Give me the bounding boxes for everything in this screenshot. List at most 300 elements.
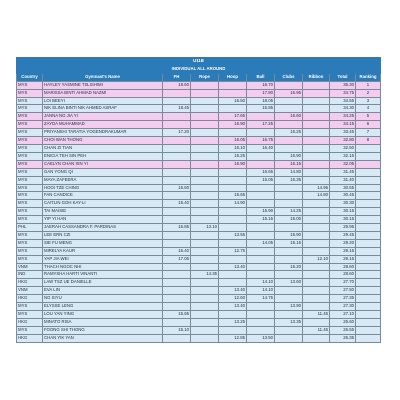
rope-score-cell [191,287,219,295]
fh-score-cell [163,121,191,129]
fh-score-cell [163,295,191,303]
total-score-cell: 30.15 [330,216,356,224]
ball-score-cell [247,160,275,168]
total-score-cell: 31.40 [330,176,356,184]
table-row[interactable] [17,200,381,208]
country-cell: HKG [17,318,43,326]
ranking-cell [356,224,381,232]
rope-score-cell [191,247,219,255]
table-row[interactable] [17,208,381,216]
ranking-cell [356,271,381,279]
clubs-score-cell [275,247,303,255]
results-sheet [16,57,380,343]
gymnast-name-cell: THACH NGOC NHI [43,263,163,271]
gymnast-name-cell: JAERAH CASSANDRA F. PARDINAS [43,224,163,232]
fh-score-cell: 18.45 [163,105,191,113]
ribbon-score-cell [303,89,330,97]
country-cell: MYS [17,208,43,216]
ribbon-score-cell: 12.10 [303,255,330,263]
rope-score-cell [191,105,219,113]
ball-score-cell [247,303,275,311]
clubs-score-cell: 16.60 [275,113,303,121]
ranking-cell [356,295,381,303]
gymnast-name-cell: LOU YAN YING [43,311,163,319]
fh-score-cell: 15.10 [163,326,191,334]
rope-score-cell [191,303,219,311]
total-score-cell: 29.20 [330,239,356,247]
fh-score-cell: 16.85 [163,224,191,232]
gymnast-name-cell: ENICIA TEH SIN PEH [43,152,163,160]
table-row[interactable] [17,334,381,342]
hoop-score-cell: 12.75 [219,247,247,255]
table-row[interactable] [17,105,381,113]
total-score-cell: 34.15 [330,121,356,129]
rope-score-cell [191,152,219,160]
ribbon-score-cell [303,81,330,89]
clubs-score-cell [275,311,303,319]
rope-score-cell [191,121,219,129]
country-cell: MYS [17,144,43,152]
ranking-cell: 6 [356,121,381,129]
gymnast-name-cell: SIE FU MENG [43,239,163,247]
hoop-score-cell [219,326,247,334]
total-score-cell: 34.75 [330,89,356,97]
country-cell: IND [17,271,43,279]
fh-score-cell: 17.05 [163,255,191,263]
ball-score-cell [247,200,275,208]
ribbon-score-cell [303,231,330,239]
hoop-score-cell: 13.40 [219,287,247,295]
ribbon-score-cell: 14.80 [303,192,330,200]
ball-score-cell [247,129,275,137]
table-row[interactable] [17,176,381,184]
ranking-cell [356,160,381,168]
gymnast-name-cell: GAN YONG QI [43,168,163,176]
rope-score-cell: 13.10 [191,224,219,232]
rope-score-cell [191,334,219,342]
fh-score-cell [163,239,191,247]
table-row[interactable] [17,311,381,319]
table-row[interactable] [17,160,381,168]
fh-score-cell: 15.40 [163,200,191,208]
clubs-score-cell [275,255,303,263]
gymnast-name-cell: RAMYSHA HARTI VINANTI [43,271,163,279]
ranking-cell [356,247,381,255]
clubs-score-cell: 15.15 [275,239,303,247]
gymnast-name-cell: MIRELYA KAUR [43,247,163,255]
table-row[interactable] [17,81,381,89]
total-score-cell: 32.50 [330,144,356,152]
total-score-cell: 30.45 [330,192,356,200]
table-row[interactable] [17,247,381,255]
gymnast-name-cell: YIP YI HAN [43,216,163,224]
rope-score-cell [191,129,219,137]
table-row[interactable] [17,231,381,239]
country-cell: MYS [17,247,43,255]
rope-score-cell [191,263,219,271]
hoop-score-cell [219,271,247,279]
ranking-cell [356,279,381,287]
fh-score-cell [163,271,191,279]
ribbon-score-cell [303,224,330,232]
ranking-cell [356,152,381,160]
ranking-cell [356,239,381,247]
ribbon-score-cell [303,279,330,287]
clubs-score-cell [275,97,303,105]
ball-score-cell: 16.65 [247,168,275,176]
table-row[interactable] [17,113,381,121]
country-cell: MYS [17,129,43,137]
fh-score-cell [163,208,191,216]
table-row[interactable] [17,168,381,176]
total-score-cell: 27.30 [330,303,356,311]
hoop-score-cell: 16.50 [219,97,247,105]
gymnast-name-cell: HOOI TZE CHING [43,184,163,192]
country-cell: HKG [17,334,43,342]
ranking-cell: 3 [356,97,381,105]
gymnast-name-cell: ELYSSE LENG [43,303,163,311]
clubs-score-cell [275,224,303,232]
ribbon-score-cell: 11.45 [303,311,330,319]
fh-score-cell [163,334,191,342]
hoop-score-cell: 12.60 [219,295,247,303]
ranking-cell [356,216,381,224]
column-header-rope[interactable]: Rope [191,73,219,81]
country-cell: HKG [17,279,43,287]
fh-score-cell: 15.60 [163,184,191,192]
total-score-cell: 28.60 [330,271,356,279]
ball-score-cell: 14.10 [247,279,275,287]
table-row[interactable] [17,326,381,334]
ribbon-score-cell [303,137,330,145]
ranking-cell: 7 [356,129,381,137]
rope-score-cell [191,231,219,239]
clubs-score-cell: 14.80 [275,168,303,176]
title-banner-row [17,58,381,66]
clubs-score-cell [275,121,303,129]
ball-score-cell: 15.05 [247,176,275,184]
clubs-score-cell: 13.35 [275,318,303,326]
ribbon-score-cell [303,247,330,255]
column-header-ribbon[interactable]: Ribbon [303,73,330,81]
fh-score-cell [163,216,191,224]
ball-score-cell [247,224,275,232]
country-cell: MYS [17,137,43,145]
table-row[interactable] [17,318,381,326]
country-cell: MYS [17,176,43,184]
ball-score-cell: 16.40 [247,144,275,152]
total-score-cell: 32.80 [330,137,356,145]
fh-score-cell [163,287,191,295]
country-cell: MYS [17,239,43,247]
ball-score-cell: 14.05 [247,239,275,247]
column-header-country[interactable]: Country [17,73,43,81]
ball-score-cell: 17.25 [247,121,275,129]
hoop-score-cell: 13.55 [219,231,247,239]
gymnast-name-cell: HAYLEY YASMINE TSLISHIMI [43,81,163,89]
ball-score-cell [247,311,275,319]
hoop-score-cell [219,105,247,113]
table-row[interactable] [17,303,381,311]
clubs-score-cell [275,105,303,113]
clubs-score-cell [275,137,303,145]
clubs-score-cell [275,271,303,279]
table-row[interactable] [17,121,381,129]
ribbon-score-cell [303,129,330,137]
gymnast-name-cell: LAW TSZ UE DANIELLE [43,279,163,287]
hoop-score-cell [219,129,247,137]
ball-score-cell [247,247,275,255]
hoop-score-cell: 16.05 [219,137,247,145]
fh-score-cell [163,168,191,176]
clubs-score-cell [275,81,303,89]
total-score-cell: 34.30 [330,105,356,113]
ribbon-score-cell: 11.45 [303,326,330,334]
hoop-score-cell [219,279,247,287]
rope-score-cell [191,168,219,176]
ranking-cell: 1 [356,81,381,89]
ball-score-cell [247,271,275,279]
rope-score-cell [191,318,219,326]
gymnast-name-cell: NG SIYU [43,295,163,303]
column-header-ranking[interactable]: Ranking [356,73,381,81]
ball-score-cell: 13.50 [247,334,275,342]
table-row[interactable] [17,129,381,137]
rope-score-cell [191,255,219,263]
hoop-score-cell [219,89,247,97]
table-row[interactable] [17,271,381,279]
hoop-score-cell: 16.90 [219,160,247,168]
ribbon-score-cell: 14.95 [303,184,330,192]
total-score-cell: 34.55 [330,97,356,105]
table-row[interactable] [17,144,381,152]
ball-score-cell [247,318,275,326]
table-row[interactable] [17,239,381,247]
country-cell: MYS [17,303,43,311]
fh-score-cell [163,113,191,121]
table-row[interactable] [17,287,381,295]
clubs-score-cell: 15.20 [275,263,303,271]
fh-score-cell [163,263,191,271]
ranking-cell [356,326,381,334]
column-header-hoop[interactable]: Hoop [219,73,247,81]
total-score-cell: 29.15 [330,255,356,263]
table-row[interactable] [17,89,381,97]
hoop-score-cell [219,216,247,224]
ball-score-cell: 15.15 [247,216,275,224]
table-row[interactable] [17,184,381,192]
country-cell: MYS [17,97,43,105]
ranking-cell [356,176,381,184]
sheet-subtitle: INDIVIDUAL ALL AROUND [17,65,381,73]
rope-score-cell [191,89,219,97]
clubs-score-cell: 13.90 [275,303,303,311]
ribbon-score-cell [303,287,330,295]
clubs-score-cell [275,192,303,200]
clubs-score-cell: 15.00 [275,216,303,224]
column-header-ball[interactable]: Ball [247,73,275,81]
country-cell: MYS [17,121,43,129]
fh-score-cell [163,152,191,160]
clubs-score-cell: 16.25 [275,129,303,137]
hoop-score-cell [219,176,247,184]
hoop-score-cell: 14.90 [219,200,247,208]
gymnast-name-cell: PRIYANSHI TARATIA YOGENDRAKUMAR [43,129,163,137]
hoop-score-cell: 15.25 [219,152,247,160]
column-header-fh[interactable]: FH [163,73,191,81]
fh-score-cell [163,160,191,168]
ball-score-cell [247,192,275,200]
hoop-score-cell [219,168,247,176]
total-score-cell: 32.05 [330,160,356,168]
country-cell: MYS [17,105,43,113]
country-cell: MYS [17,200,43,208]
ribbon-score-cell [303,303,330,311]
ranking-cell [356,318,381,326]
ribbon-score-cell [303,152,330,160]
rope-score-cell [191,279,219,287]
total-score-cell: 30.30 [330,200,356,208]
table-row[interactable] [17,137,381,145]
results-table-body [17,81,381,342]
ball-score-cell [247,152,275,160]
gymnast-name-cell: NIK ELINA BINTI NIK AHMED ASRAF [43,105,163,113]
table-row[interactable] [17,295,381,303]
hoop-score-cell [219,311,247,319]
gymnast-name-cell: CHOI WAN THONG [43,137,163,145]
ranking-cell: 2 [356,89,381,97]
total-score-cell: 34.25 [330,113,356,121]
clubs-score-cell [275,287,303,295]
hoop-score-cell [219,184,247,192]
ball-score-cell: 15.90 [247,208,275,216]
total-score-cell: 26.60 [330,318,356,326]
ball-score-cell [247,263,275,271]
rope-score-cell [191,144,219,152]
hoop-score-cell: 13.40 [219,303,247,311]
ribbon-score-cell [303,176,330,184]
country-cell: MYS [17,89,43,97]
fh-score-cell [163,89,191,97]
country-cell: MYS [17,160,43,168]
gymnast-name-cell: ZAYDA MUHAMMAD [43,121,163,129]
total-score-cell: 33.45 [330,129,356,137]
ball-score-cell: 16.70 [247,81,275,89]
ranking-cell [356,208,381,216]
ribbon-score-cell [303,144,330,152]
country-cell: HKG [17,295,43,303]
rope-score-cell [191,160,219,168]
ribbon-score-cell [303,295,330,303]
hoop-score-cell [219,255,247,263]
total-score-cell: 29.95 [330,224,356,232]
country-cell: MYS [17,216,43,224]
column-header-total[interactable]: Total [330,73,356,81]
column-header-clubs[interactable]: Clubs [275,73,303,81]
clubs-score-cell [275,326,303,334]
gymnast-name-cell: FOONG SHI THONG [43,326,163,334]
clubs-score-cell: 15.15 [275,160,303,168]
table-row[interactable] [17,224,381,232]
gymnast-name-cell: MINATO RISA [43,318,163,326]
fh-score-cell [163,192,191,200]
sheet-title: U11B [17,58,381,66]
clubs-score-cell [275,184,303,192]
total-score-cell: 30.55 [330,184,356,192]
ranking-cell [356,287,381,295]
hoop-score-cell: 16.10 [219,144,247,152]
ball-score-cell: 15.85 [247,105,275,113]
country-cell: MYS [17,168,43,176]
ball-score-cell [247,255,275,263]
ranking-cell [356,334,381,342]
table-row[interactable] [17,263,381,271]
table-row[interactable] [17,255,381,263]
gymnast-name-cell: MAYA ZAFEERA [43,176,163,184]
gymnast-name-cell: MARISSA BINTI AHMAD NAZMI [43,89,163,97]
ball-score-cell [247,326,275,334]
hoop-score-cell [219,224,247,232]
ball-score-cell [247,231,275,239]
rope-score-cell [191,97,219,105]
ball-score-cell: 17.80 [247,89,275,97]
rope-score-cell [191,184,219,192]
table-row[interactable] [17,192,381,200]
rope-score-cell [191,208,219,216]
ball-score-cell [247,184,275,192]
total-score-cell: 32.15 [330,152,356,160]
ribbon-score-cell [303,97,330,105]
country-cell: MYS [17,81,43,89]
column-header-row [17,73,381,81]
rope-score-cell: 14.35 [191,271,219,279]
ribbon-score-cell [303,105,330,113]
table-row[interactable] [17,152,381,160]
total-score-cell: 27.10 [330,311,356,319]
fh-score-cell: 16.40 [163,247,191,255]
country-cell: VNM [17,287,43,295]
rope-score-cell [191,137,219,145]
ranking-cell [356,192,381,200]
gymnast-name-cell: JANNA NG JIA YI [43,113,163,121]
gymnast-name-cell: CHAN ZI TIAN [43,144,163,152]
ranking-cell [356,303,381,311]
total-score-cell: 29.45 [330,231,356,239]
country-cell: MYS [17,192,43,200]
ribbon-score-cell [303,318,330,326]
ranking-cell [356,231,381,239]
rope-score-cell [191,200,219,208]
table-row[interactable] [17,97,381,105]
column-header-name[interactable]: Gymnast's Name [43,73,163,81]
ball-score-cell: 14.75 [247,295,275,303]
table-row[interactable] [17,279,381,287]
rope-score-cell [191,295,219,303]
subtitle-banner-row [17,65,381,73]
rope-score-cell [191,216,219,224]
total-score-cell: 29.15 [330,247,356,255]
ribbon-score-cell [303,168,330,176]
ranking-cell [356,311,381,319]
country-cell: MYS [17,231,43,239]
table-row[interactable] [17,216,381,224]
ribbon-score-cell [303,239,330,247]
results-table [16,57,381,343]
ribbon-score-cell [303,271,330,279]
ribbon-score-cell [303,121,330,129]
ribbon-score-cell [303,200,330,208]
total-score-cell: 27.50 [330,287,356,295]
